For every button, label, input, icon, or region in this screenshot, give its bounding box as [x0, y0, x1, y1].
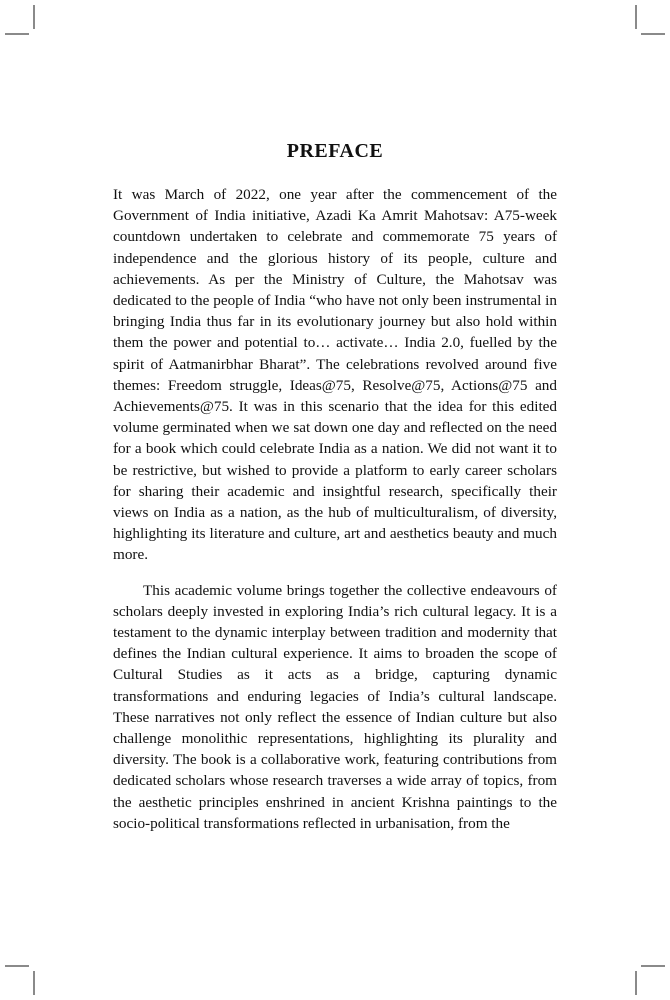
- crop-mark-top-left-vertical: [33, 5, 35, 29]
- crop-mark-bottom-left-vertical: [33, 971, 35, 995]
- page-text-block: [113, 140, 557, 834]
- crop-mark-bottom-left-horizontal: [5, 965, 29, 967]
- crop-mark-top-right-vertical: [635, 5, 637, 29]
- crop-mark-bottom-right-horizontal: [641, 965, 665, 967]
- preface-paragraph-1: It was March of 2022, one year after the commencement of the Government of India initiative, Azadi Ka Amrit Mahotsav: A75-week countdown undertaken to celebrate and commemorate 75 years of independence and the glorious history of its people, culture and achievements. As per the Ministry of Culture, the Mahotsav was dedicated to the people of India “who have not only been instrumental in bringing India thus far in its evolutionary journey but also hold within them the power and potential to… activate… India 2.0, fuelled by the spirit of Aatmanirbhar Bharat”. The celebrations revolved around five themes: Freedom struggle, Ideas@75, Resolve@75, Actions@75 and Achievements@75. It was in this scenario that the idea for this edited volume germinated when we sat down one day and reflected on the need for a book which could celebrate India as a nation. We did not want it to be restrictive, but wished to provide a platform to early career scholars for sharing their academic and insightful research, specifically their views on India as a nation, as the hub of multiculturalism, of diversity, highlighting its literature and culture, art and aesthetics beauty and much more.: [113, 186, 557, 564]
- crop-mark-top-right-horizontal: [641, 33, 665, 35]
- crop-mark-bottom-right-vertical: [635, 971, 637, 995]
- preface-paragraph-2: This academic volume brings together the collective endeavours of scholars deeply invested in exploring India’s rich cultural legacy. It is a testament to the dynamic interplay between tradition and modernity that defines the Indian cultural experience. It aims to broaden the scope of Cultural Studies as it acts as a bridge, capturing dynamic transformations and enduring legacies of India’s cultural landscape. These narratives not only reflect the essence of Indian culture but also challenge monolithic representations, highlighting its plurality and diversity. The book is a collaborative work, featuring contributions from dedicated scholars whose research traverses a wide array of topics, from the aesthetic principles enshrined in ancient Krishna paintings to the socio-political transformations reflected in urbanisation, from the: [113, 581, 557, 832]
- crop-mark-top-left-horizontal: [5, 33, 29, 35]
- page-title: PREFACE: [286, 140, 384, 162]
